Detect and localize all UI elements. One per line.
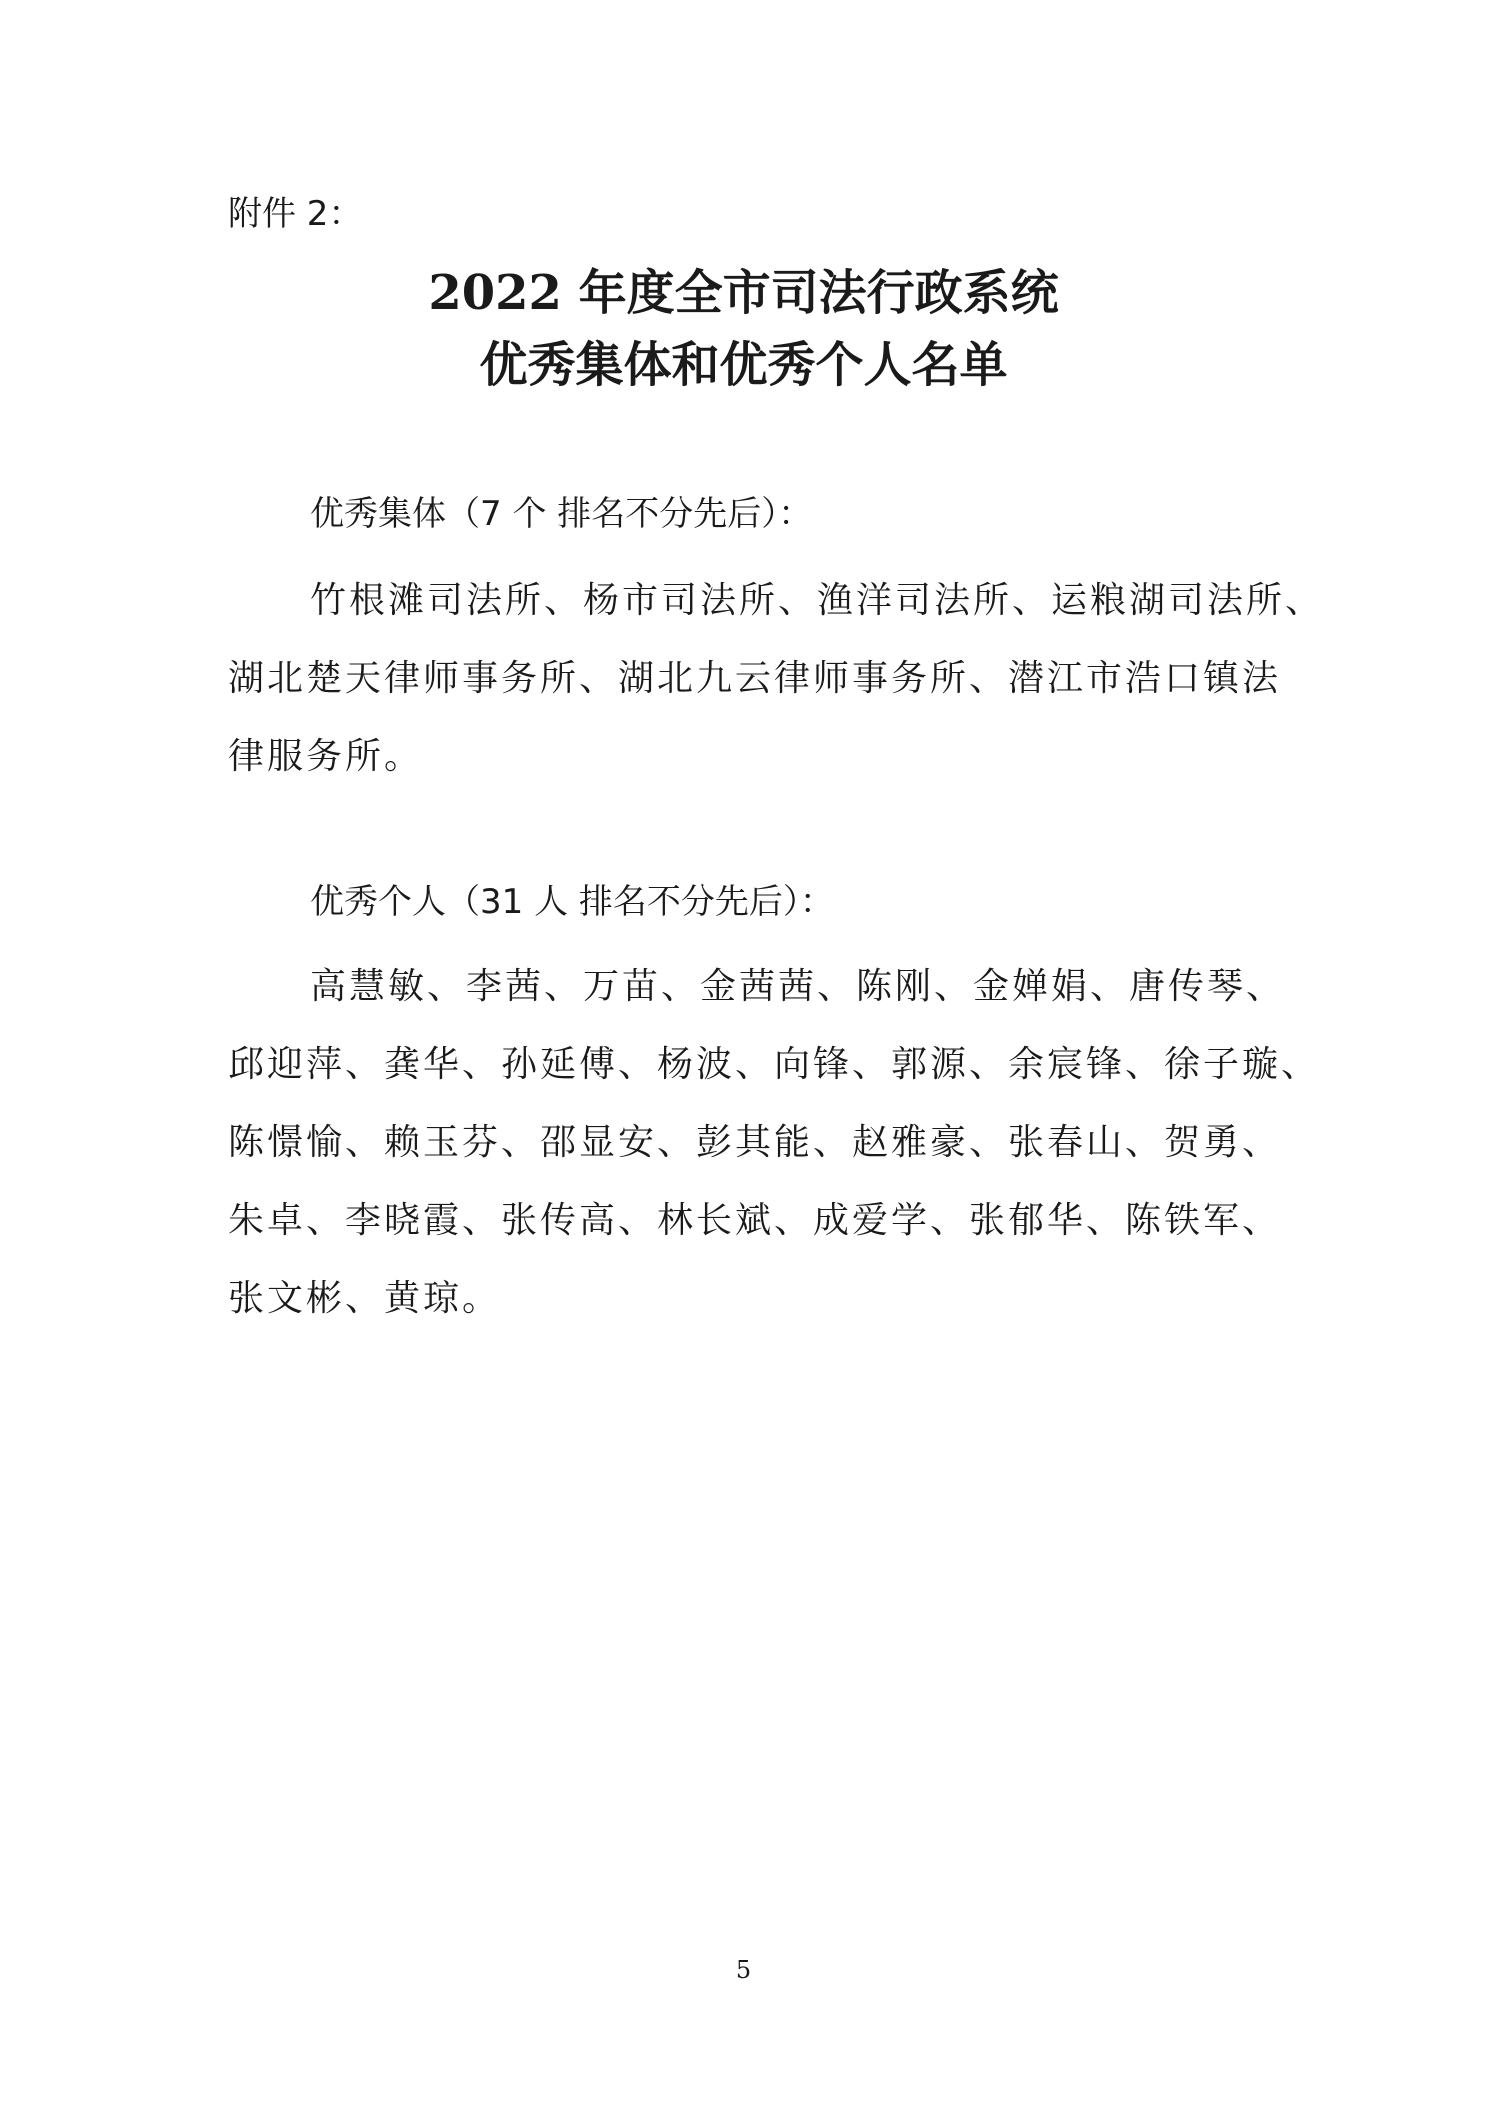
individuals-list-line: 朱卓、李晓霞、张传高、林长斌、成爱学、张郁华、陈铁军、 [228,1200,1282,1241]
excellent-individuals-heading: 优秀个人（31 人 排名不分先后）： [310,882,834,922]
groups-list-line: 律服务所。 [228,736,424,777]
groups-list-line: 竹根滩司法所、杨市司法所、渔洋司法所、运粮湖司法所、 [310,580,1325,621]
excellent-individuals-list [228,948,1321,1338]
individuals-list-line: 高慧敏、李茜、万苗、金茜茜、陈刚、金婵娟、唐传琴、 [310,966,1286,1007]
excellent-groups-list [228,562,1325,796]
attachment-label: 附件 2： [228,194,363,234]
groups-list-line: 湖北楚天律师事务所、湖北九云律师事务所、潜江市浩口镇法 [228,658,1282,699]
excellent-groups-heading: 优秀集体（7 个 排名不分先后）： [310,494,813,534]
individuals-list-line: 陈憬愉、赖玉芬、邵显安、彭其能、赵雅豪、张春山、贺勇、 [228,1122,1282,1163]
page-number: 5 [735,1956,752,1984]
document-title-line-2: 优秀集体和优秀个人名单 [479,337,1008,393]
individuals-list-line: 邱迎萍、龚华、孙延傅、杨波、向锋、郭源、余宸锋、徐子璇、 [228,1044,1321,1085]
document-title-line-1: 2022 年度全市司法行政系统 [428,265,1059,321]
individuals-list-line: 张文彬、黄琼。 [228,1278,502,1319]
